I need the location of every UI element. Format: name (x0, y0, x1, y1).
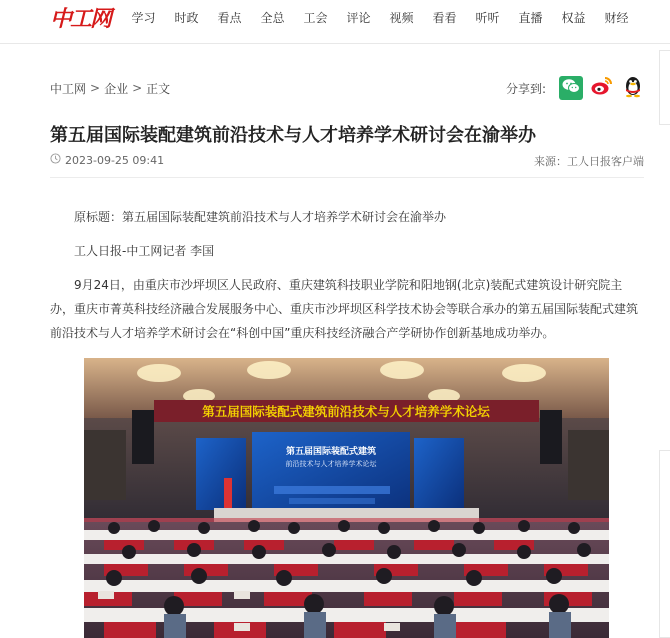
breadcrumb-separator: > (90, 81, 101, 95)
article-title: 第五届国际装配建筑前沿技术与人才培养学术研讨会在渝举办 (50, 125, 536, 146)
screen-subtitle: 前沿技术与人才培养学术论坛 (285, 460, 377, 468)
side-rail-panel (659, 50, 670, 125)
screen-title: 第五届国际装配式建筑 (285, 447, 377, 457)
nav-item-video[interactable]: 视频 (389, 11, 414, 25)
nav-item-highlights[interactable]: 看点 (217, 11, 242, 25)
nav-item-comment[interactable]: 评论 (346, 11, 371, 25)
side-rail-panel-lower (659, 450, 670, 638)
wechat-icon (561, 77, 581, 99)
site-logo-text: 中工网 (50, 6, 111, 32)
article-photo[interactable] (84, 358, 609, 638)
nav-item-rights[interactable]: 权益 (561, 11, 586, 25)
share-bar (506, 76, 645, 100)
publish-time-text: 2023-09-25 09:41 (65, 153, 165, 167)
share-wechat-button[interactable] (559, 76, 583, 100)
main-nav (122, 0, 638, 36)
article-meta (50, 153, 644, 169)
nav-item-finance[interactable]: 财经 (604, 11, 629, 25)
nav-item-watch[interactable]: 看看 (432, 11, 457, 25)
breadcrumb-home[interactable]: 中工网 (50, 81, 87, 96)
breadcrumb-section[interactable]: 企业 (104, 81, 129, 96)
nav-item-politics[interactable]: 时政 (174, 11, 199, 25)
breadcrumb (50, 80, 170, 96)
lead-paragraph: 9月24日，由重庆市沙坪坝区人民政府、重庆建筑科技职业学院和阳地钢(北京)装配式建筑设计研究院主办，重庆市菁英科技经济融合发展服务中心、重庆市沙坪坝区科学技术协会等联合承办的第五届国际装配式建筑前沿技术与人才培养学术研讨会在“科创中国”重庆科技经济融合产学研协作创新基地成功举办。 (50, 278, 639, 340)
breadcrumb-separator: > (132, 81, 143, 95)
breadcrumb-current: 正文 (146, 81, 171, 96)
divider (50, 177, 644, 178)
share-weibo-button[interactable] (590, 76, 614, 100)
nav-item-federation[interactable]: 全总 (260, 11, 285, 25)
clock-icon (50, 153, 65, 167)
nav-item-live[interactable]: 直播 (518, 11, 543, 25)
article-source: 来源：工人日报客户端 (534, 155, 644, 168)
qq-penguin-icon (622, 74, 644, 102)
nav-item-union[interactable]: 工会 (303, 11, 328, 25)
site-logo[interactable] (50, 6, 110, 32)
publish-time (50, 153, 164, 167)
top-navigation (0, 0, 670, 44)
original-title-paragraph: 原标题：第五届国际装配建筑前沿技术与人才培养学术研讨会在渝举办 (74, 210, 447, 224)
byline-paragraph: 工人日报-中工网记者 李国 (74, 244, 215, 258)
share-label: 分享到: (506, 81, 547, 96)
nav-item-study[interactable]: 学习 (131, 11, 156, 25)
share-qq-button[interactable] (621, 76, 645, 100)
banner-text: 第五届国际装配式建筑前沿技术与人才培养学术论坛 (202, 404, 490, 419)
weibo-icon (590, 75, 614, 101)
nav-item-listen[interactable]: 听听 (475, 11, 500, 25)
